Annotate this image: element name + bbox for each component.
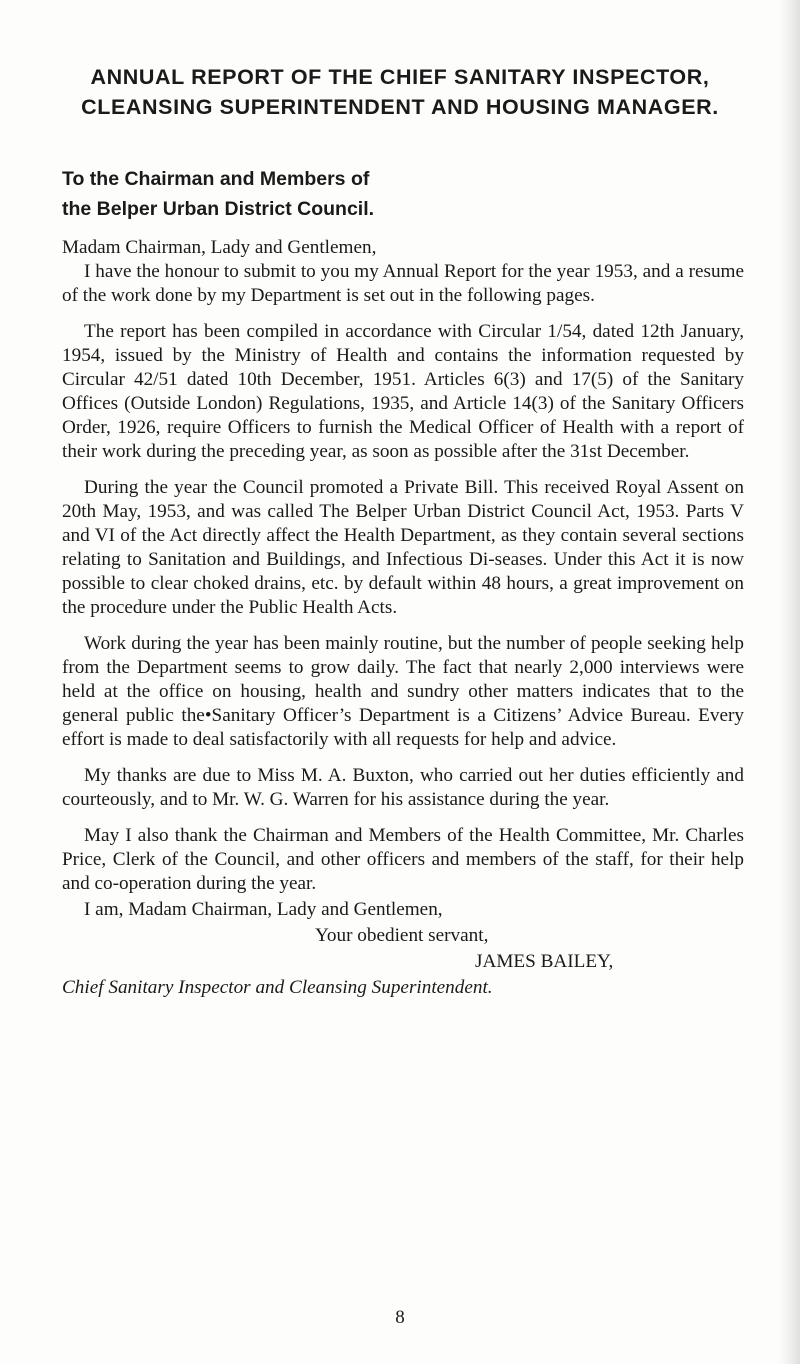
- letter-body: [62, 236, 744, 1000]
- report-title: ANNUAL REPORT OF THE CHIEF SANITARY INSPECTOR, CLEANSING SUPERINTENDENT AND HOUSING MANAGER.: [81, 65, 719, 119]
- paragraph: Work during the year has been mainly routine, but the number of people seeking help from the Department seems to grow daily. The fact that nearly 2,000 interviews were held at the office on housing, health and sundry other matters indicates that to the general public the•Sanitary Officer’s Department is a Citizens’ Advice Bureau. Every effort is made to deal satisfactorily with all requests for help and advice.: [62, 633, 744, 750]
- paragraph: During the year the Council promoted a Private Bill. This received Royal Assent on 20th May, 1953, and was called The Belper Urban District Council Act, 1953. Parts V and VI of the Act directly affect the Health Department, as they contain several sections relating to Sanitation and Buildings, and Infectious Di-seases. Under this Act it is now possible to clear choked drains, etc. by default within 48 hours, a great improvement on the procedure under the Public Health Acts.: [62, 477, 744, 618]
- paragraph: I have the honour to submit to you my Annual Report for the year 1953, and a resume of the work done by my Department is set out in the following pages.: [62, 261, 744, 306]
- signoff: Your obedient servant,: [315, 925, 489, 946]
- addressee-block: [62, 164, 582, 224]
- addressee-line: To the Chairman and Members of: [62, 168, 370, 190]
- closing-line: I am, Madam Chairman, Lady and Gentlemen,: [84, 899, 443, 920]
- addressee-line: the Belper Urban District Council.: [62, 198, 375, 220]
- paragraph: The report has been compiled in accordance with Circular 1/54, dated 12th January, 1954, issued by the Ministry of Health and contains the information requested by Circular 42/51 dated 10th December, 1951. Articles 6(3) and 17(5) of the Sanitary Offices (Outside London) Regulations, 1935, and Article 14(3) of the Sanitary Officers Order, 1926, require Officers to furnish the Medical Officer of Health with a report of their work during the preceding year, as soon as possible after the 31st December.: [62, 321, 744, 462]
- signatory-name: JAMES BAILEY,: [475, 951, 614, 972]
- paragraph: May I also thank the Chairman and Members of the Health Committee, Mr. Charles Price, Clerk of the Council, and other officers and members of the staff, for their help and co-operation during the year.: [62, 825, 744, 894]
- signatory-title: Chief Sanitary Inspector and Cleansing Superintendent.: [62, 977, 493, 998]
- page-edge-shadow: [778, 0, 800, 1364]
- page-number: 8: [395, 1307, 405, 1328]
- salutation: Madam Chairman, Lady and Gentlemen,: [62, 237, 377, 258]
- paragraph: My thanks are due to Miss M. A. Buxton, who carried out her duties efficiently and courteously, and to Mr. W. G. Warren for his assistance during the year.: [62, 765, 744, 810]
